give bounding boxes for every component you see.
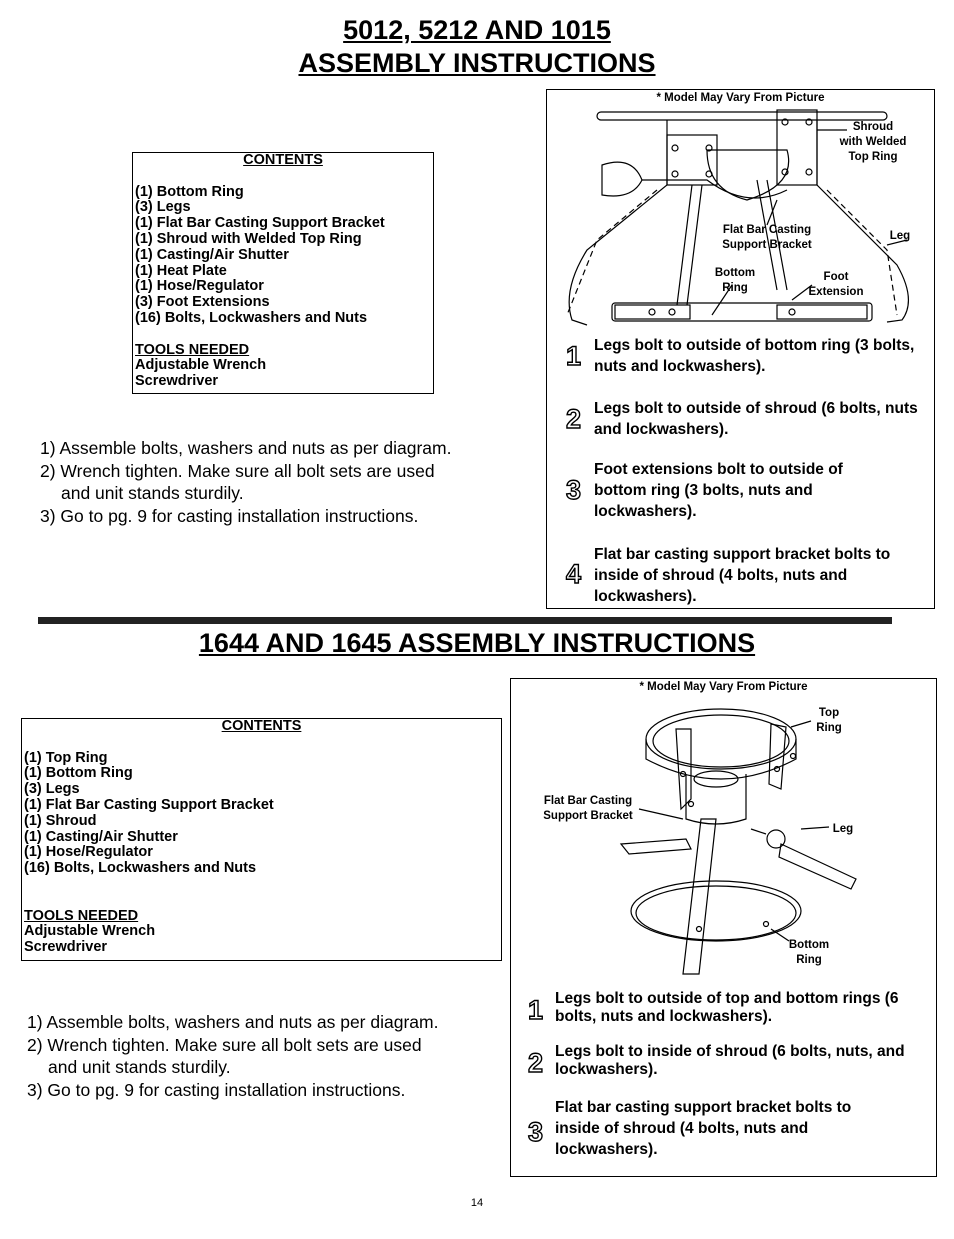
tools-header: TOOLS NEEDED [24,907,139,924]
contents-item: (1) Heat Plate [135,262,227,279]
section2-title: 1644 AND 1645 ASSEMBLY INSTRUCTIONS [198,628,756,658]
step-number: 2 [528,1048,544,1078]
tools-header: TOOLS NEEDED [135,341,250,358]
step-number: 3 [528,1117,544,1147]
instruction-line: 2) Wrench tighten. Make sure all bolt sets are used [27,1034,422,1055]
section1-title-line1: 5012, 5212 AND 1015 [343,15,611,45]
tool-item: Screwdriver [135,373,219,390]
contents-item: (3) Foot Extensions [135,294,270,311]
contents-item: (1) Shroud [24,812,97,829]
contents-item: (16) Bolts, Lockwashers and Nuts [24,860,257,877]
contents-header: CONTENTS [243,152,323,168]
section2-contents-box [21,718,502,961]
contents-header: CONTENTS [221,718,302,734]
step-text: Legs bolt to inside of shroud (6 bolts, nuts, and lockwashers). [555,1043,905,1078]
contents-item: (1) Bottom Ring [24,765,133,782]
contents-item: (16) Bolts, Lockwashers and Nuts [135,309,368,326]
label-shroud: Shroud with Welded Top Ring [839,121,907,163]
diagram-note: * Model May Vary From Picture [656,92,825,104]
contents-item: (1) Hose/Regulator [24,844,153,861]
section1-title-line2: ASSEMBLY INSTRUCTIONS [298,48,656,78]
section2-diagram-box [510,678,937,1177]
diagram-note: * Model May Vary From Picture [639,681,808,693]
label-bottom-ring: Bottom Ring [788,939,830,966]
tool-item: Adjustable Wrench [24,923,156,940]
label-leg: Leg [889,230,911,242]
step-text: Legs bolt to outside of shroud (6 bolts, nuts and lockwashers). [594,400,918,438]
label-top-ring: Top Ring [816,707,842,734]
label-bracket: Flat Bar Casting Support Bracket [722,224,812,251]
label-leg: Leg [832,823,854,835]
tool-item: Screwdriver [24,939,108,956]
instruction-line: 1) Assemble bolts, washers and nuts as per diagram. [40,438,452,458]
contents-item: (1) Top Ring [24,749,108,766]
contents-item: (3) Legs [24,781,80,798]
contents-item: (1) Flat Bar Casting Support Bracket [135,215,385,232]
contents-item: (1) Casting/Air Shutter [135,246,289,263]
burner-stand-diagram [511,679,938,979]
section-divider [38,617,892,624]
contents-item: (1) Flat Bar Casting Support Bracket [24,796,274,813]
contents-item: (1) Hose/Regulator [135,278,264,295]
step-text: Foot extensions bolt to outside of bottom ring (3 bolts, nuts and lockwashers). [594,461,843,520]
contents-item: (1) Bottom Ring [135,183,244,200]
contents-item: (1) Shroud with Welded Top Ring [135,230,362,247]
step-number: 2 [566,404,582,434]
tool-item: Adjustable Wrench [135,357,267,374]
contents-item: (3) Legs [135,199,191,216]
step-text: Flat bar casting support bracket bolts to inside of shroud (4 bolts, nuts and lockwashers). [555,1099,852,1158]
contents-item: (1) Casting/Air Shutter [24,828,178,845]
label-bottom-ring: Bottom Ring [714,267,756,294]
instruction-line: and unit stands sturdily. [48,1057,231,1077]
instruction-line: 3) Go to pg. 9 for casting installation instructions. [27,1079,406,1100]
instruction-line: 3) Go to pg. 9 for casting installation instructions. [40,505,419,526]
section1-instructions [40,437,520,527]
instruction-line: and unit stands sturdily. [61,483,244,503]
section2-instructions [27,1011,507,1101]
step-number: 3 [566,475,582,505]
step-text: Legs bolt to outside of bottom ring (3 bolts, nuts and lockwashers). [594,337,915,375]
section1-diagram-box [546,89,935,609]
step-text: Flat bar casting support bracket bolts to inside of shroud (4 bolts, nuts and lockwashers). [594,546,891,605]
section1-contents-box [132,152,434,394]
label-bracket: Flat Bar Casting Support Bracket [543,795,633,822]
instruction-line: 2) Wrench tighten. Make sure all bolt sets are used [40,460,435,481]
page-number: 14 [470,1197,484,1209]
step-text: Legs bolt to outside of top and bottom rings (6 bolts, nuts and lockwashers). [555,990,899,1025]
step-number: 1 [566,341,582,371]
step-number: 1 [528,995,544,1025]
step-number: 4 [566,559,582,589]
label-foot-extension: Foot Extension [808,271,864,298]
instruction-line: 1) Assemble bolts, washers and nuts as per diagram. [27,1012,439,1032]
